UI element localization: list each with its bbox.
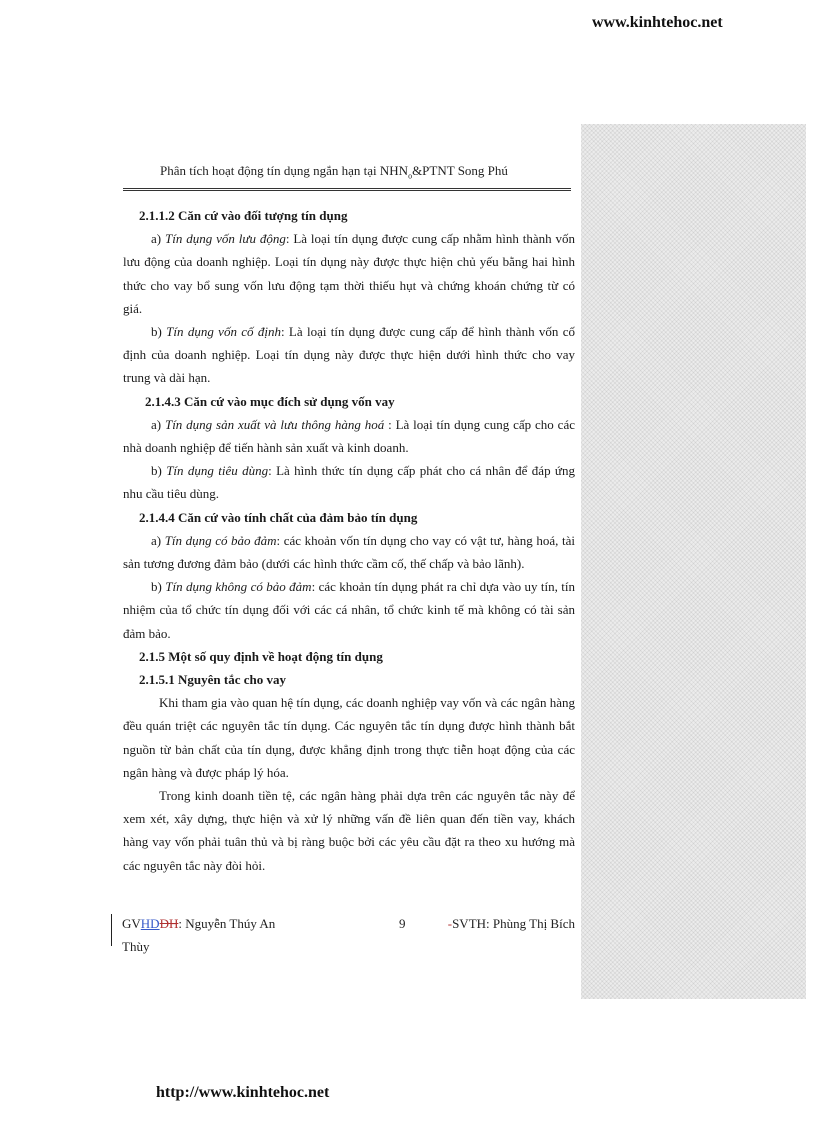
header-title-end: &PTNT Song Phú [412, 163, 508, 178]
list-marker: b) [151, 324, 167, 340]
list-marker: a) [151, 532, 165, 548]
paragraph [123, 459, 575, 505]
paragraph: Trong kinh doanh tiền tệ, các ngân hàng phải dựa trên các nguyên tắc này để xem xét, xây dựng, thực hiện và xử lý những vấn đề liên quan đến tiền vay, khách hàng vay vốn phải tuân thủ và bị ràng buộc bởi các yêu cầu đặt ra theo xu hướng mà các nguyên tắc này đòi hỏi. [123, 788, 575, 873]
term: Tín dụng tiêu dùng [166, 463, 269, 479]
term: Tín dụng có bảo đảm [164, 532, 277, 548]
footer-student-name-wrap: Thùy [122, 939, 150, 954]
document-body [123, 204, 575, 877]
change-bar [111, 914, 112, 946]
footer-instructor-name: : Nguyễn Thúy An [178, 916, 276, 931]
paragraph-text: : các khoản vốn tín dụng cho vay có vật tư, hàng hoá, tài sản tương đương đảm bảo (dưới các hình thức cầm cố, thế chấp và bảo lãnh). [123, 532, 575, 572]
heading-2-1-1-2: 2.1.1.2 Căn cứ vào đối tượng tín dụng [139, 208, 348, 223]
tracked-insertion: HD [140, 916, 160, 931]
list-marker: a) [151, 231, 165, 247]
footer-gv-prefix: GV [122, 916, 141, 931]
header-title: Phân tích hoạt động tín dụng ngắn hạn tại NHN [160, 163, 409, 178]
page-number: 9 [399, 916, 406, 931]
paragraph [123, 529, 575, 575]
term: Tín dụng không có bảo đảm [165, 579, 312, 595]
footer-student-name: SVTH: Phùng Thị Bích [452, 916, 575, 931]
header-double-rule [123, 188, 571, 191]
paragraph-text: : các khoản tín dụng phát ra chỉ dựa vào uy tín, tín nhiệm của tổ chức tín dụng đối với các cá nhân, tổ chức kinh tế mà không có tài sản đảm bảo. [123, 579, 575, 641]
site-url-bottom: http://www.kinhtehoc.net [156, 1084, 330, 1101]
heading-2-1-4-4: 2.1.4.4 Căn cứ vào tính chất của đảm bảo tín dụng [139, 509, 418, 525]
list-marker: b) [151, 463, 167, 479]
header-title-subscript: o [408, 171, 413, 181]
term: Tín dụng vốn lưu động [164, 231, 286, 247]
paragraph-text: : Là hình thức tín dụng cấp phát cho cá nhân để đáp ứng nhu cầu tiêu dùng. [123, 463, 575, 502]
list-marker: a) [151, 416, 165, 432]
footer-student [448, 912, 575, 935]
footer-instructor [122, 912, 275, 935]
term: Tín dụng sản xuất và lưu thông hàng hoá [164, 416, 385, 432]
paragraph-text: : Là loại tín dụng được cung cấp nhằm hình thành vốn lưu động của doanh nghiệp. Loại tín dụng này được thực hiện chủ yếu bằng hai hình thức cho vay bổ sung vốn lưu động tạm thời thiếu hụt và chứng khoán chứng từ có giá. [123, 231, 575, 316]
paragraph [123, 320, 575, 390]
paragraph [123, 413, 575, 459]
site-url-top: www.kinhtehoc.net [592, 14, 723, 31]
paragraph-text: : Là loại tín dụng cung cấp cho các nhà doanh nghiệp để tiến hành sản xuất và kinh doanh. [123, 416, 575, 456]
running-header [160, 163, 508, 181]
paragraph: Khi tham gia vào quan hệ tín dụng, các doanh nghiệp vay vốn và các ngân hàng đều quán triệt các nguyên tắc tín dụng. Các nguyên tắc tín dụng được hình thành bắt nguồn từ bản chất của tín dụng, được khẳng định trong thực tiễn hoạt động của các ngân hàng và được pháp lý hóa. [123, 695, 575, 780]
term: Tín dụng vốn cố định [166, 324, 281, 340]
heading-2-1-5-1: 2.1.5.1 Nguyên tắc cho vay [139, 672, 286, 688]
paragraph [123, 227, 575, 320]
paragraph-text: : Là loại tín dụng được cung cấp để hình thành vốn cố định của doanh nghiệp. Loại tín dụng này được thực hiện dưới hình thức cho vay trung và dài hạn. [123, 324, 575, 386]
heading-2-1-4-3: 2.1.4.3 Căn cứ vào mục đích sử dụng vốn vay [145, 393, 395, 409]
tracked-deletion: - [447, 916, 453, 931]
comment-margin-pane [581, 124, 806, 999]
paragraph [123, 575, 575, 645]
heading-2-1-5: 2.1.5 Một số quy định về hoạt động tín dụng [139, 648, 383, 664]
tracked-deletion: DH [159, 916, 179, 931]
list-marker: b) [151, 579, 166, 595]
